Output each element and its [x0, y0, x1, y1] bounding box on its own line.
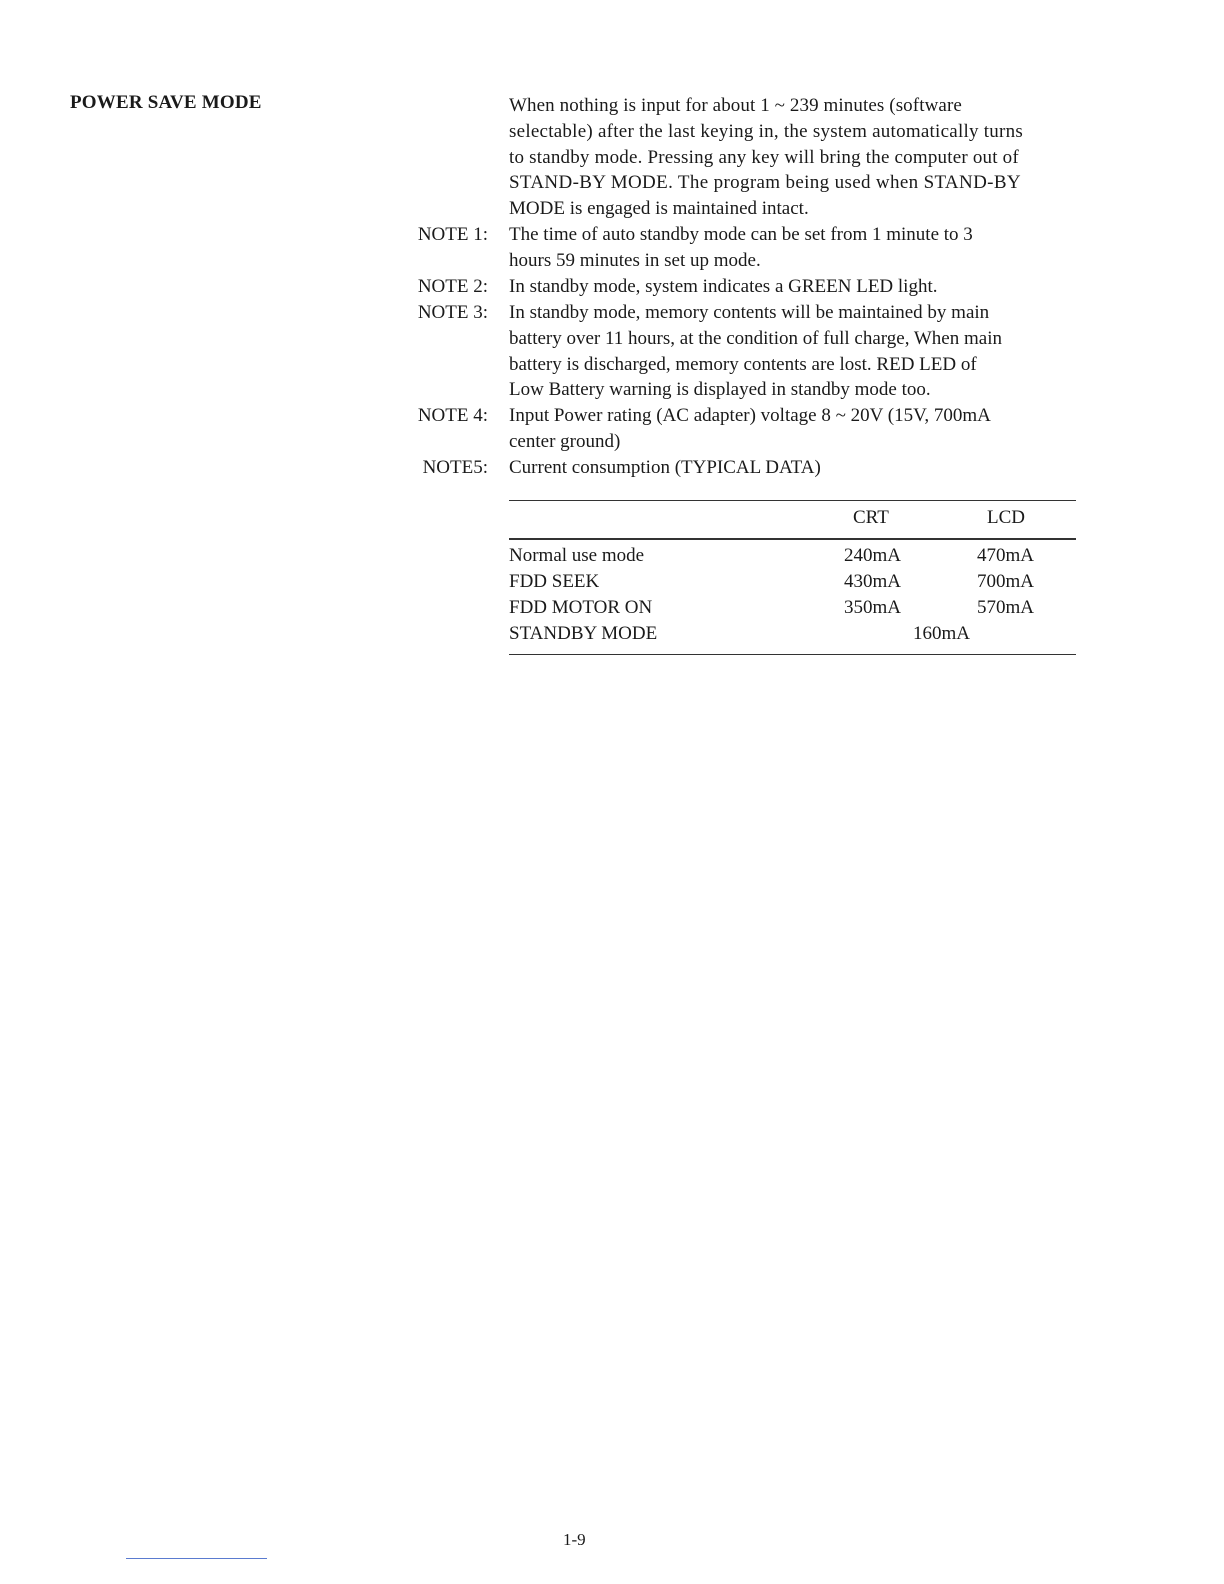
note-1-text	[509, 222, 1079, 274]
note-4-text	[509, 403, 1079, 455]
table-header-rule	[509, 538, 1076, 540]
row-label: FDD MOTOR ON	[509, 597, 653, 618]
note-line: battery over 11 hours, at the condition of full charge, When main	[509, 327, 1002, 349]
intro-line: MODE is engaged is maintained intact.	[509, 198, 809, 220]
cell-crt: 430mA	[844, 571, 901, 592]
note-line: center ground)	[509, 430, 621, 452]
note-line: In standby mode, memory contents will be maintained by main	[509, 302, 990, 323]
intro-paragraph	[509, 93, 1079, 222]
row-label: Normal use mode	[509, 545, 645, 566]
note-line: The time of auto standby mode can be set from 1 minute to 3	[509, 224, 973, 245]
table-bottom-rule	[509, 654, 1076, 655]
intro-line: to standby mode. Pressing any key will bring the computer out of	[509, 146, 1019, 168]
note-2-text	[509, 274, 1079, 300]
table-header-crt: CRT	[853, 507, 889, 528]
table-top-rule	[509, 500, 1076, 501]
note-3-label: NOTE 3:	[417, 302, 488, 323]
intro-line: selectable) after the last keying in, the system automatically turns	[509, 120, 1024, 142]
note-4-label: NOTE 4:	[417, 405, 488, 426]
cell-crt: 240mA	[844, 545, 901, 566]
note-2-label: NOTE 2:	[417, 276, 488, 297]
cell-combined: 160mA	[913, 623, 970, 644]
cell-crt: 350mA	[844, 597, 901, 618]
intro-line: STAND-BY MODE. The program being used when STAND-BY	[509, 172, 1021, 194]
page-number: 1-9	[563, 1530, 586, 1549]
note-line: Current consumption (TYPICAL DATA)	[509, 457, 821, 478]
intro-line: When nothing is input for about 1 ~ 239 minutes (software	[509, 95, 962, 116]
note-line: hours 59 minutes in set up mode.	[509, 249, 761, 271]
row-label: FDD SEEK	[509, 571, 600, 592]
cell-lcd: 470mA	[977, 545, 1034, 566]
note-5-label: NOTE5:	[422, 457, 488, 478]
footer-rule	[126, 1558, 267, 1559]
note-3-text	[509, 300, 1079, 403]
note-line: battery is discharged, memory contents are lost. RED LED of	[509, 353, 977, 375]
row-label: STANDBY MODE	[509, 623, 658, 644]
note-5-text	[509, 455, 1079, 481]
note-line: Low Battery warning is displayed in standby mode too.	[509, 379, 931, 401]
table-header-lcd: LCD	[987, 507, 1025, 528]
section-title: POWER SAVE MODE	[70, 92, 262, 113]
cell-lcd: 570mA	[977, 597, 1034, 618]
note-line: Input Power rating (AC adapter) voltage 8 ~ 20V (15V, 700mA	[509, 405, 991, 426]
cell-lcd: 700mA	[977, 571, 1034, 592]
note-1-label: NOTE 1:	[417, 224, 488, 245]
note-line: In standby mode, system indicates a GREEN LED light.	[509, 276, 938, 297]
